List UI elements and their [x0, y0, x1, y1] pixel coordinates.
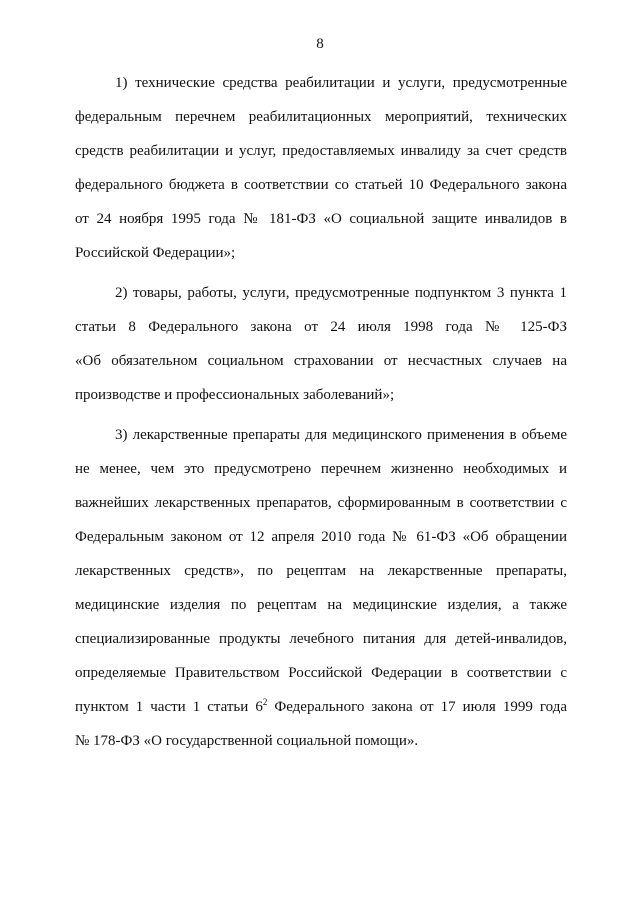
text-line: федерального бюджета в соответствии со статьей 10 Федерального закона	[75, 177, 567, 193]
text-line: медицинские изделия по рецептам на медицинские изделия, а также	[75, 597, 567, 613]
text-line: средств реабилитации и услуг, предоставляемых инвалиду за счет средств	[75, 143, 567, 159]
list-item-2	[75, 276, 567, 412]
text-line: 1) технические средства реабилитации и услуги, предусмотренные	[115, 75, 567, 91]
text-line: Федеральным законом от 12 апреля 2010 года № 61-ФЗ «Об обращении	[75, 529, 567, 545]
text-line: не менее, чем это предусмотрено перечнем жизненно необходимых и	[75, 461, 567, 477]
text-line: производстве и профессиональных заболеваний»;	[75, 387, 395, 403]
superscript: 2	[262, 697, 268, 707]
text-line: от 24 ноября 1995 года № 181-ФЗ «О социальной защите инвалидов в	[75, 211, 567, 227]
text-line: № 178-ФЗ «О государственной социальной помощи».	[75, 733, 419, 749]
text-segment: Федерального закона от 17 июля 1999 года	[267, 699, 567, 715]
document-body	[75, 66, 567, 758]
text-line: статьи 8 Федерального закона от 24 июля 1998 года № 125-ФЗ	[75, 319, 567, 335]
text-line: специализированные продукты лечебного питания для детей-инвалидов,	[75, 631, 567, 647]
text-line: 3) лекарственные препараты для медицинского применения в объеме	[115, 427, 567, 443]
text-line: «Об обязательном социальном страховании от несчастных случаев на	[75, 353, 567, 369]
text-line: важнейших лекарственных препаратов, сформированным в соответствии с	[75, 495, 567, 511]
list-item-1	[75, 66, 567, 270]
text-line-with-superscript	[75, 690, 567, 724]
page-number: 8	[316, 36, 324, 52]
text-line: определяемые Правительством Российской Федерации в соответствии с	[75, 665, 567, 681]
text-line: лекарственных средств», по рецептам на лекарственные препараты,	[75, 563, 567, 579]
text-line: 2) товары, работы, услуги, предусмотренные подпунктом 3 пункта 1	[115, 285, 567, 301]
text-line: Российской Федерации»;	[75, 245, 236, 261]
list-item-3	[75, 418, 567, 758]
text-segment: пунктом 1 части 1 статьи 6	[75, 699, 263, 715]
text-line: федеральным перечнем реабилитационных мероприятий, технических	[75, 109, 567, 125]
